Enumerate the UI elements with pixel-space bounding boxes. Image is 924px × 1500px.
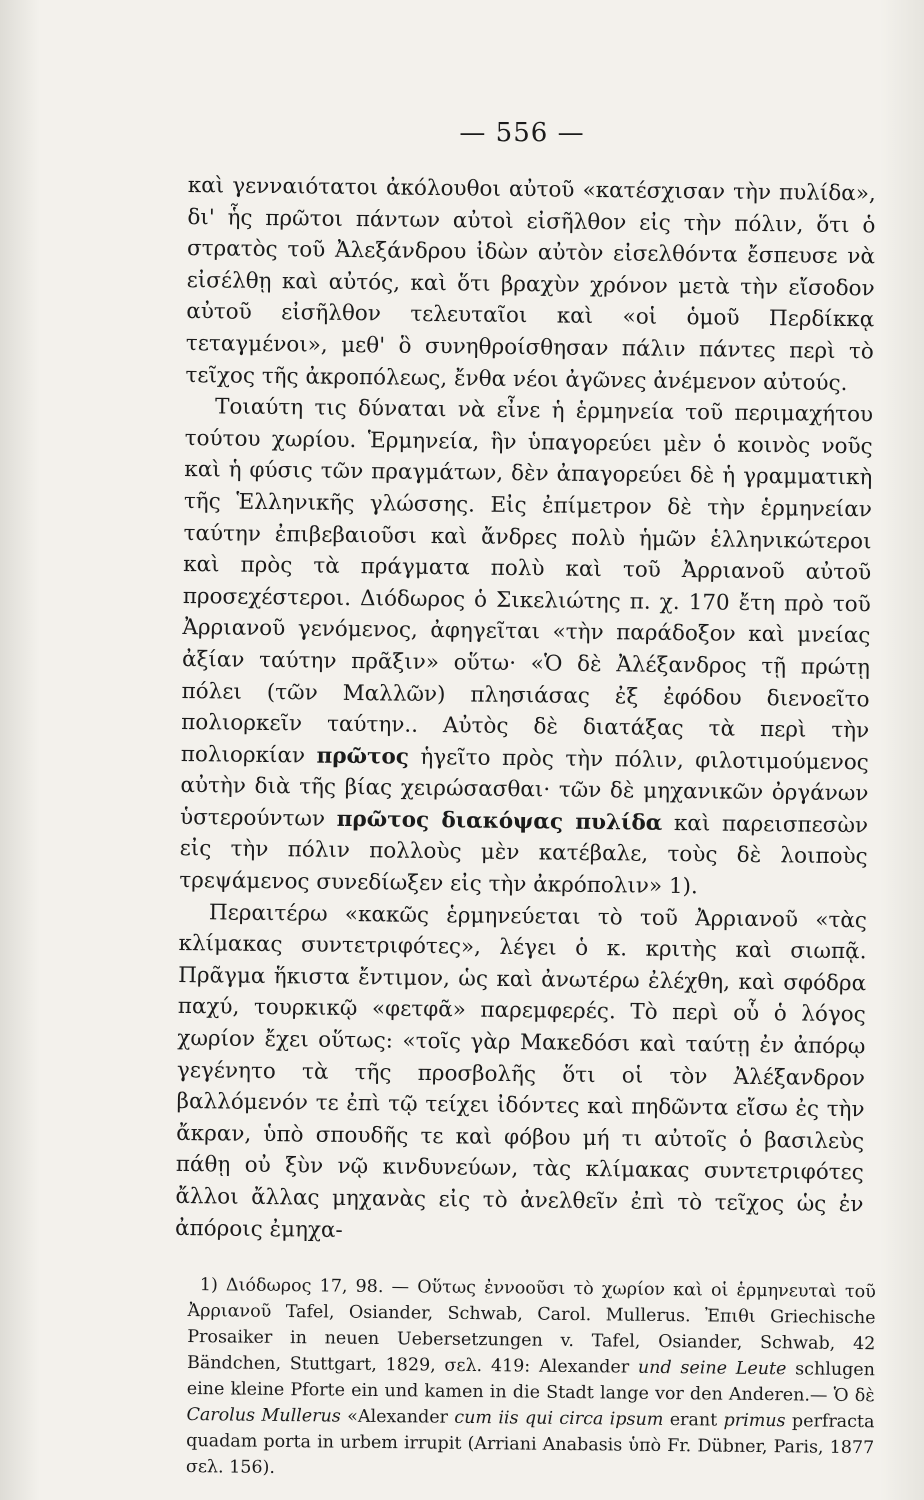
footnote-italic: und seine Leute <box>637 1357 787 1380</box>
footnote-text: 1) Διόδωρος 17, 98. — Οὕτως ἐννοοῦσι τὸ χωρίον καὶ οἱ ἑρμηνευταὶ τοῦ Ἀρριανοῦ Tafel, Osiander, Schwab, Carol. Mullerus. Ἐπιθι Griechische Prosaiker in neuen Uebersetzungen v. Tafel, Osiander, Schwab, 42 Bändchen, Stuttgart, 1829, σελ. 419: Alexander <box>186 1275 876 1378</box>
paragraph-1 <box>185 170 876 400</box>
paragraph-text: καὶ παρεισπεσὼν εἰς τὴν πόλιν πολλοὺς μὲν κατέβαλε, τοὺς δὲ λοιποὺς τρεψάμενος συνεδίωξεν εἰς τὴν ἀκρόπολιν» 1). <box>179 810 869 900</box>
footnote-text: perfracta quadam porta in urbem irrupit (Arriani Anabasis ὑπὸ Fr. Dübner, Paris, 1877 σελ. 156). <box>185 1411 875 1479</box>
emphasis-text: πρῶτος <box>316 743 410 770</box>
paragraph-text: Τοιαύτη τις δύναται νὰ εἶνε ἡ ἑρμηνεία τοῦ περιμαχήτου τούτου χωρίου. Ἑρμηνεία, ἣν ὑπαγορεύει μὲν ὁ κοινὸς νοῦς καὶ ἡ φύσις τῶν πραγμάτων, δὲν ἀπαγορεύει δὲ ἡ γραμματικὴ τῆς Ἑλληνικῆς γλώσσης. Εἰς ἐπίμετρον δὲ τὴν ἑρμηνείαν ταύτην ἐπιβεβαιοῦσι καὶ ἄνδρες πολὺ ἡμῶν ἑλληνικώτεροι καὶ πρὸς τὰ πράγματα πολὺ καὶ τοῦ Ἀρριανοῦ αὐτοῦ προσεχέστεροι. Διόδωρος ὁ Σικελιώτης π. χ. 170 ἔτη πρὸ τοῦ Ἀρριανοῦ γενόμενος, ἀφηγεῖται «τὴν παράδοξον καὶ μνείας ἀξίαν ταύτην πρᾶξιν» οὕτω· «Ὁ δὲ Ἀλέξανδρος τῇ πρώτῃ πόλει (τῶν Μαλλῶν) πλησιάσας ἐξ ἐφόδου διενοεῖτο πολιορκεῖν ταύτην.. Αὐτὸς δὲ διατάξας τὰ περὶ τὴν πολιορκίαν <box>180 394 874 769</box>
footnote-text: schlugen eine kleine Pforte ein und kamen in die Stadt lange vor den Anderen.— Ὁ δὲ <box>186 1359 876 1407</box>
emphasis-text: πρῶτος διακόψας πυλίδα <box>336 806 663 836</box>
footnote-text: «Alexander <box>347 1406 449 1428</box>
footnote-italic: cum iis qui circa ipsum <box>454 1407 664 1431</box>
footnote-text: erant <box>669 1410 718 1431</box>
paragraph-3 <box>175 897 867 1253</box>
main-text <box>175 170 876 1253</box>
paragraph-text: Περαιτέρω «κακῶς ἑρμηνεύεται τὸ τοῦ Ἀρριανοῦ «τὰς κλίμακας συντετριφότες», λέγει ὁ κ. κριτὴς καὶ σιωπᾷ. Πρᾶγμα ἥκιστα ἔντιμον, ὡς καὶ ἀνωτέρω ἐλέχθη, καὶ σφόδρα παχύ, τουρκικῷ «φετφᾶ» παρεμφερές. Τὸ περὶ οὗ ὁ λόγος χωρίον ἔχει οὕτως: «τοῖς γὰρ Μακεδόσι καὶ ταύτῃ ἐν ἀπόρῳ γεγένητο τὰ τῆς προσβολῆς ὅτι οἱ τὸν Ἀλέξανδρον βαλλόμενόν τε ἐπὶ τῷ τείχει ἰδόντες καὶ πηδῶντα εἴσω ἐς τὴν ἄκραν, ὑπὸ σπουδῆς τε καὶ φόβου μή τι αὐτοῖς ὁ βασιλεὺς πάθῃ οὐ ξὺν νῷ κινδυνεύων, τὰς κλίμακας συντετριφότες ἄλλοι ἄλλας μηχανὰς εἰς τὸ ἀνελθεῖν ἐπὶ τὸ τεῖχος ὡς ἐν ἀπόροις ἐμηχα- <box>174 899 868 1243</box>
footnote-italic: primus <box>723 1410 786 1432</box>
paragraph-text: καὶ γενναιότατοι ἀκόλουθοι αὐτοῦ «κατέσχισαν τὴν πυλίδα», δι' ἧς πρῶτοι πάντων αὐτοὶ εἰσῆλθον εἰς τὴν πόλιν, ὅτι ὁ στρατὸς τοῦ Ἀλεξάνδρου ἰδὼν αὐτὸν εἰσελθόντα ἔσπευσε νὰ εἰσέλθῃ καὶ αὐτός, καὶ ὅτι βραχὺν χρόνον μετὰ τὴν εἴσοδον αὐτοῦ εἰσῆλθον τελευταῖοι καὶ «οἱ ὁμοῦ Περδίκκᾳ τεταγμένοι», μεθ' ὃ συνηθροίσθησαν πάλιν πάντες περὶ τὸ τεῖχος τῆς ἀκροπόλεως, ἔνθα νέοι ἀγῶνες ἀνέμενον αὐτούς. <box>185 172 876 396</box>
paragraph-2 <box>179 391 873 905</box>
footnote-1 <box>186 1272 876 1487</box>
footnote <box>186 1272 876 1487</box>
page-number: — 556 — <box>459 118 585 148</box>
footnote-italic: Carolus Mullerus <box>186 1405 341 1427</box>
paragraph-text: ἡγεῖτο πρὸς τὴν πόλιν, φιλοτιμούμενος αὐτὴν διὰ τῆς βίας χειρώσασθαι· τῶν δὲ μηχανικῶν ὀργάνων ὑστερούντων <box>179 744 869 832</box>
